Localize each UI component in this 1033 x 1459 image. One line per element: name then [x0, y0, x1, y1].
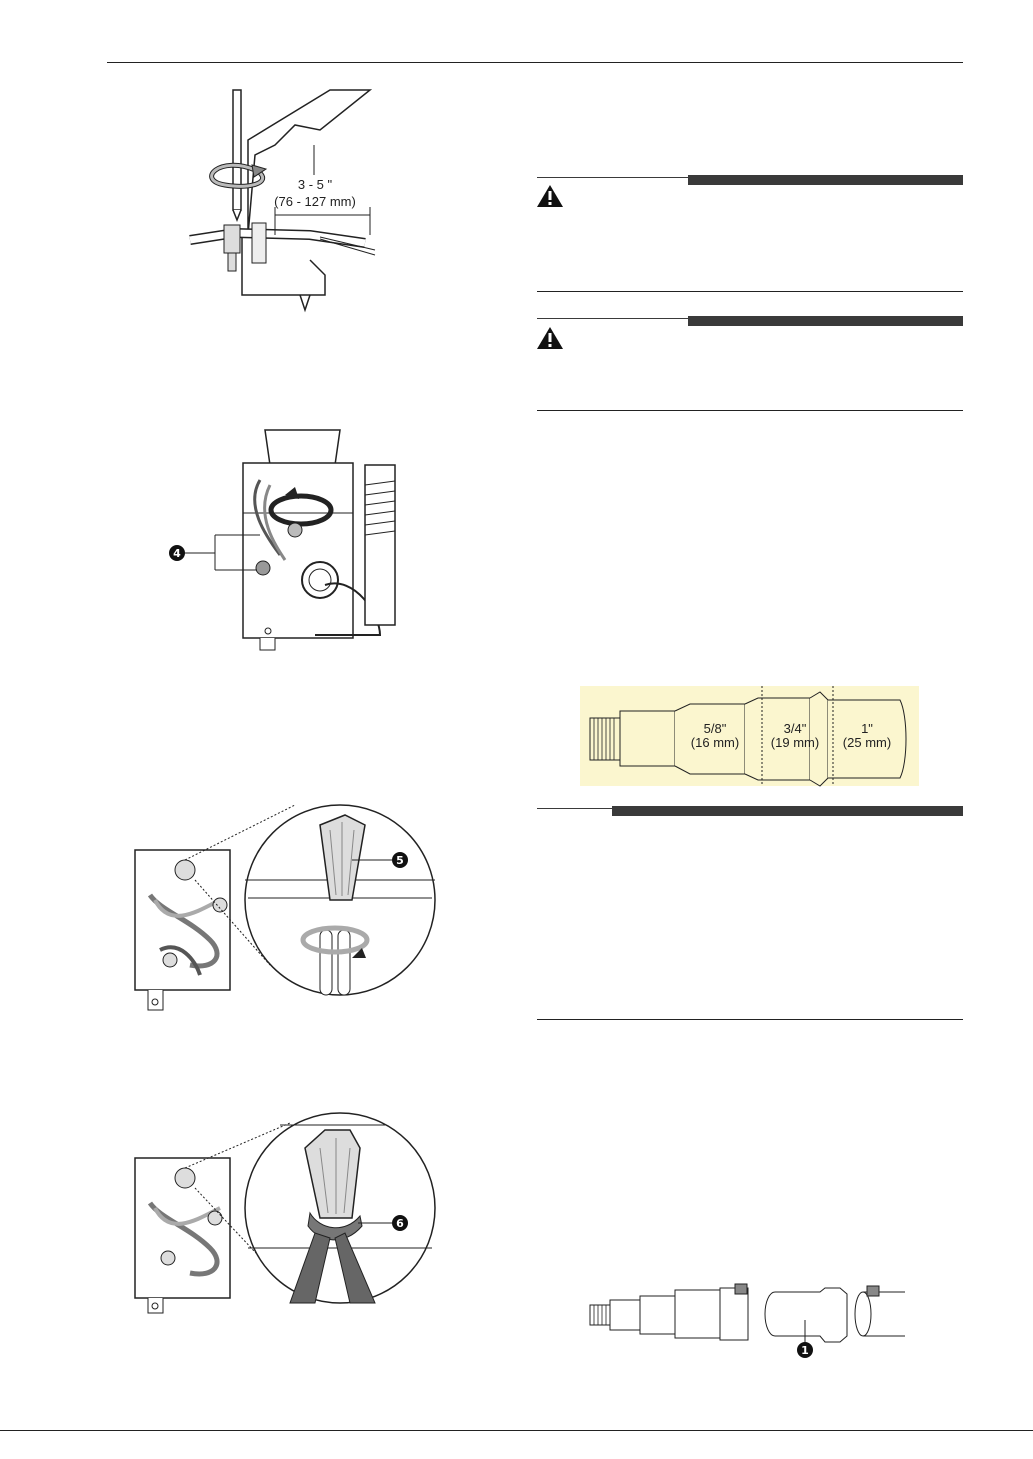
wire-nut-twist-figure — [130, 800, 440, 1025]
size-3-4-inch: 3/4" — [783, 721, 807, 736]
footer-rule — [0, 1430, 1033, 1431]
warning-triangle-icon — [536, 184, 564, 208]
warning-triangle-icon — [536, 326, 564, 350]
strip-wire-figure — [180, 85, 380, 315]
strip-length-inches: 3 - 5 " — [297, 177, 333, 192]
strip-length-mm: (76 - 127 mm) — [274, 194, 356, 209]
pipe-coupling-figure — [585, 1280, 915, 1370]
callout-1-label: 1 — [801, 1344, 809, 1357]
wire-nut-tape-figure — [130, 1108, 440, 1318]
callout-4-label: 4 — [173, 547, 181, 560]
size-19-mm: (19 mm) — [770, 735, 820, 750]
callout-6-label: 6 — [396, 1217, 404, 1230]
size-16-mm: (16 mm) — [690, 735, 740, 750]
size-5-8-inch: 5/8" — [703, 721, 727, 736]
size-1-inch: 1" — [861, 721, 873, 736]
size-25-mm: (25 mm) — [842, 735, 892, 750]
header-rule — [107, 62, 963, 63]
terminal-screws-figure — [165, 425, 405, 655]
callout-5-label: 5 — [396, 854, 404, 867]
pipe-adapter-figure — [580, 686, 919, 786]
